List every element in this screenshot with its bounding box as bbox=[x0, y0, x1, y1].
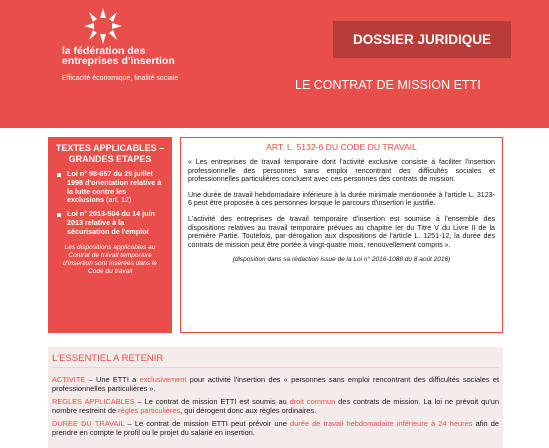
key-point-text: – Une ETTI a bbox=[85, 375, 140, 384]
key-point-label: ACTIVITE bbox=[52, 375, 86, 384]
applicable-texts-title: TEXTES APPLICABLES – GRANDES ETAPES bbox=[55, 143, 165, 164]
dossier-label: DOSSIER JURIDIQUE bbox=[333, 21, 511, 58]
key-point-highlight: règles particulières bbox=[118, 406, 181, 416]
document-title: LE CONTRAT DE MISSION ETTI bbox=[295, 78, 481, 92]
article-paragraph: L'activité des entreprises de travail temporaire d'insertion est soumise à l'ensemble des dispositions relatives au travail temporaire prévues au chapitre Ier du Titre V du Livre II de la première Partie. Toutefois, par dérogation aux dispositions de l'article L. 1251-12, la durée des contrats de mission peut être portée à vingt-quatre mois, renouvellement compris ». bbox=[188, 214, 495, 249]
article-box bbox=[180, 137, 503, 333]
law-item-bold: Loi n° 98-657 du 29 juillet 1998 d'orientation relative à la lutte contre les exclusions bbox=[67, 169, 162, 205]
key-point-label: REGLES APPLICABLES bbox=[52, 396, 135, 406]
applicable-texts-note: Les dispositions applicables au Contrat de travail temporaire d'insertion sont insérées dans le Code du travail bbox=[63, 243, 157, 275]
law-item-ref: (art. 12) bbox=[104, 195, 132, 205]
federation-logo-icon bbox=[82, 6, 124, 46]
key-point-text: – Le contrat de mission ETTI peut prévoir une bbox=[124, 418, 291, 428]
org-tagline: Efficacité économique, finalité sociale bbox=[62, 75, 179, 82]
key-point-text: , qui dérogent donc aux règles ordinaires. bbox=[180, 406, 317, 416]
article-paragraph: « Les entreprises de travail temporaire dont l'activité exclusive consiste à faciliter l'insertion professionnelle des personnes sans emploi rencontrant des difficultés sociales et professionnelles particulières concluent avec ces personnes des contrats de mission. bbox=[188, 158, 495, 184]
key-points-box bbox=[48, 347, 503, 448]
key-point-text: afin de prendre en compte le profil ou le projet du salarié en insertion. bbox=[52, 418, 500, 438]
article-citation: (disposition dans sa rédaction issue de la Loi n° 2016-1088 du 8 août 2016) bbox=[232, 256, 451, 264]
law-list bbox=[55, 170, 165, 237]
key-point-regles bbox=[52, 397, 499, 416]
law-item bbox=[55, 210, 165, 236]
article-paragraph: Une durée de travail hebdomadaire inférieure à la durée minimale mentionnée à l'article L. 3123-6 peut être proposée à ces personnes lorsque le parcours d'insertion le justifie. bbox=[188, 190, 495, 208]
law-item bbox=[55, 170, 165, 205]
org-name: la fédération des entreprises d'insertion bbox=[62, 45, 175, 67]
header-banner bbox=[0, 0, 549, 128]
key-point-highlight: exclusivement bbox=[139, 375, 187, 384]
key-point-duree bbox=[52, 419, 499, 438]
key-point-highlight: durée de travail hebdomadaire inférieure à 24 heures bbox=[290, 418, 473, 428]
law-item-bold: Loi n° 2013-504 du 14 juin 2013 relative à la sécurisation de l'emploi bbox=[67, 209, 155, 236]
key-point-text: – Le contrat de mission ETTI est soumis au bbox=[134, 396, 290, 406]
key-point-text: pour activité l'insertion des « personnes sans emploi rencontrant des difficultés sociales et professionnelles particulières ». bbox=[52, 375, 499, 394]
key-point-highlight: droit commun bbox=[289, 396, 336, 406]
key-points-title: L'ESSENTIEL A RETENIR bbox=[52, 353, 499, 368]
key-point-label: DUREE DU TRAVAIL bbox=[52, 418, 125, 428]
key-point-activite bbox=[52, 375, 499, 394]
key-point-text: des contrats de mission. La loi ne prévoit qu'un nombre restreint de bbox=[52, 396, 499, 416]
applicable-texts-box bbox=[48, 137, 172, 333]
article-title: ART. L. 5132-6 DU CODE DU TRAVAIL bbox=[266, 142, 417, 152]
